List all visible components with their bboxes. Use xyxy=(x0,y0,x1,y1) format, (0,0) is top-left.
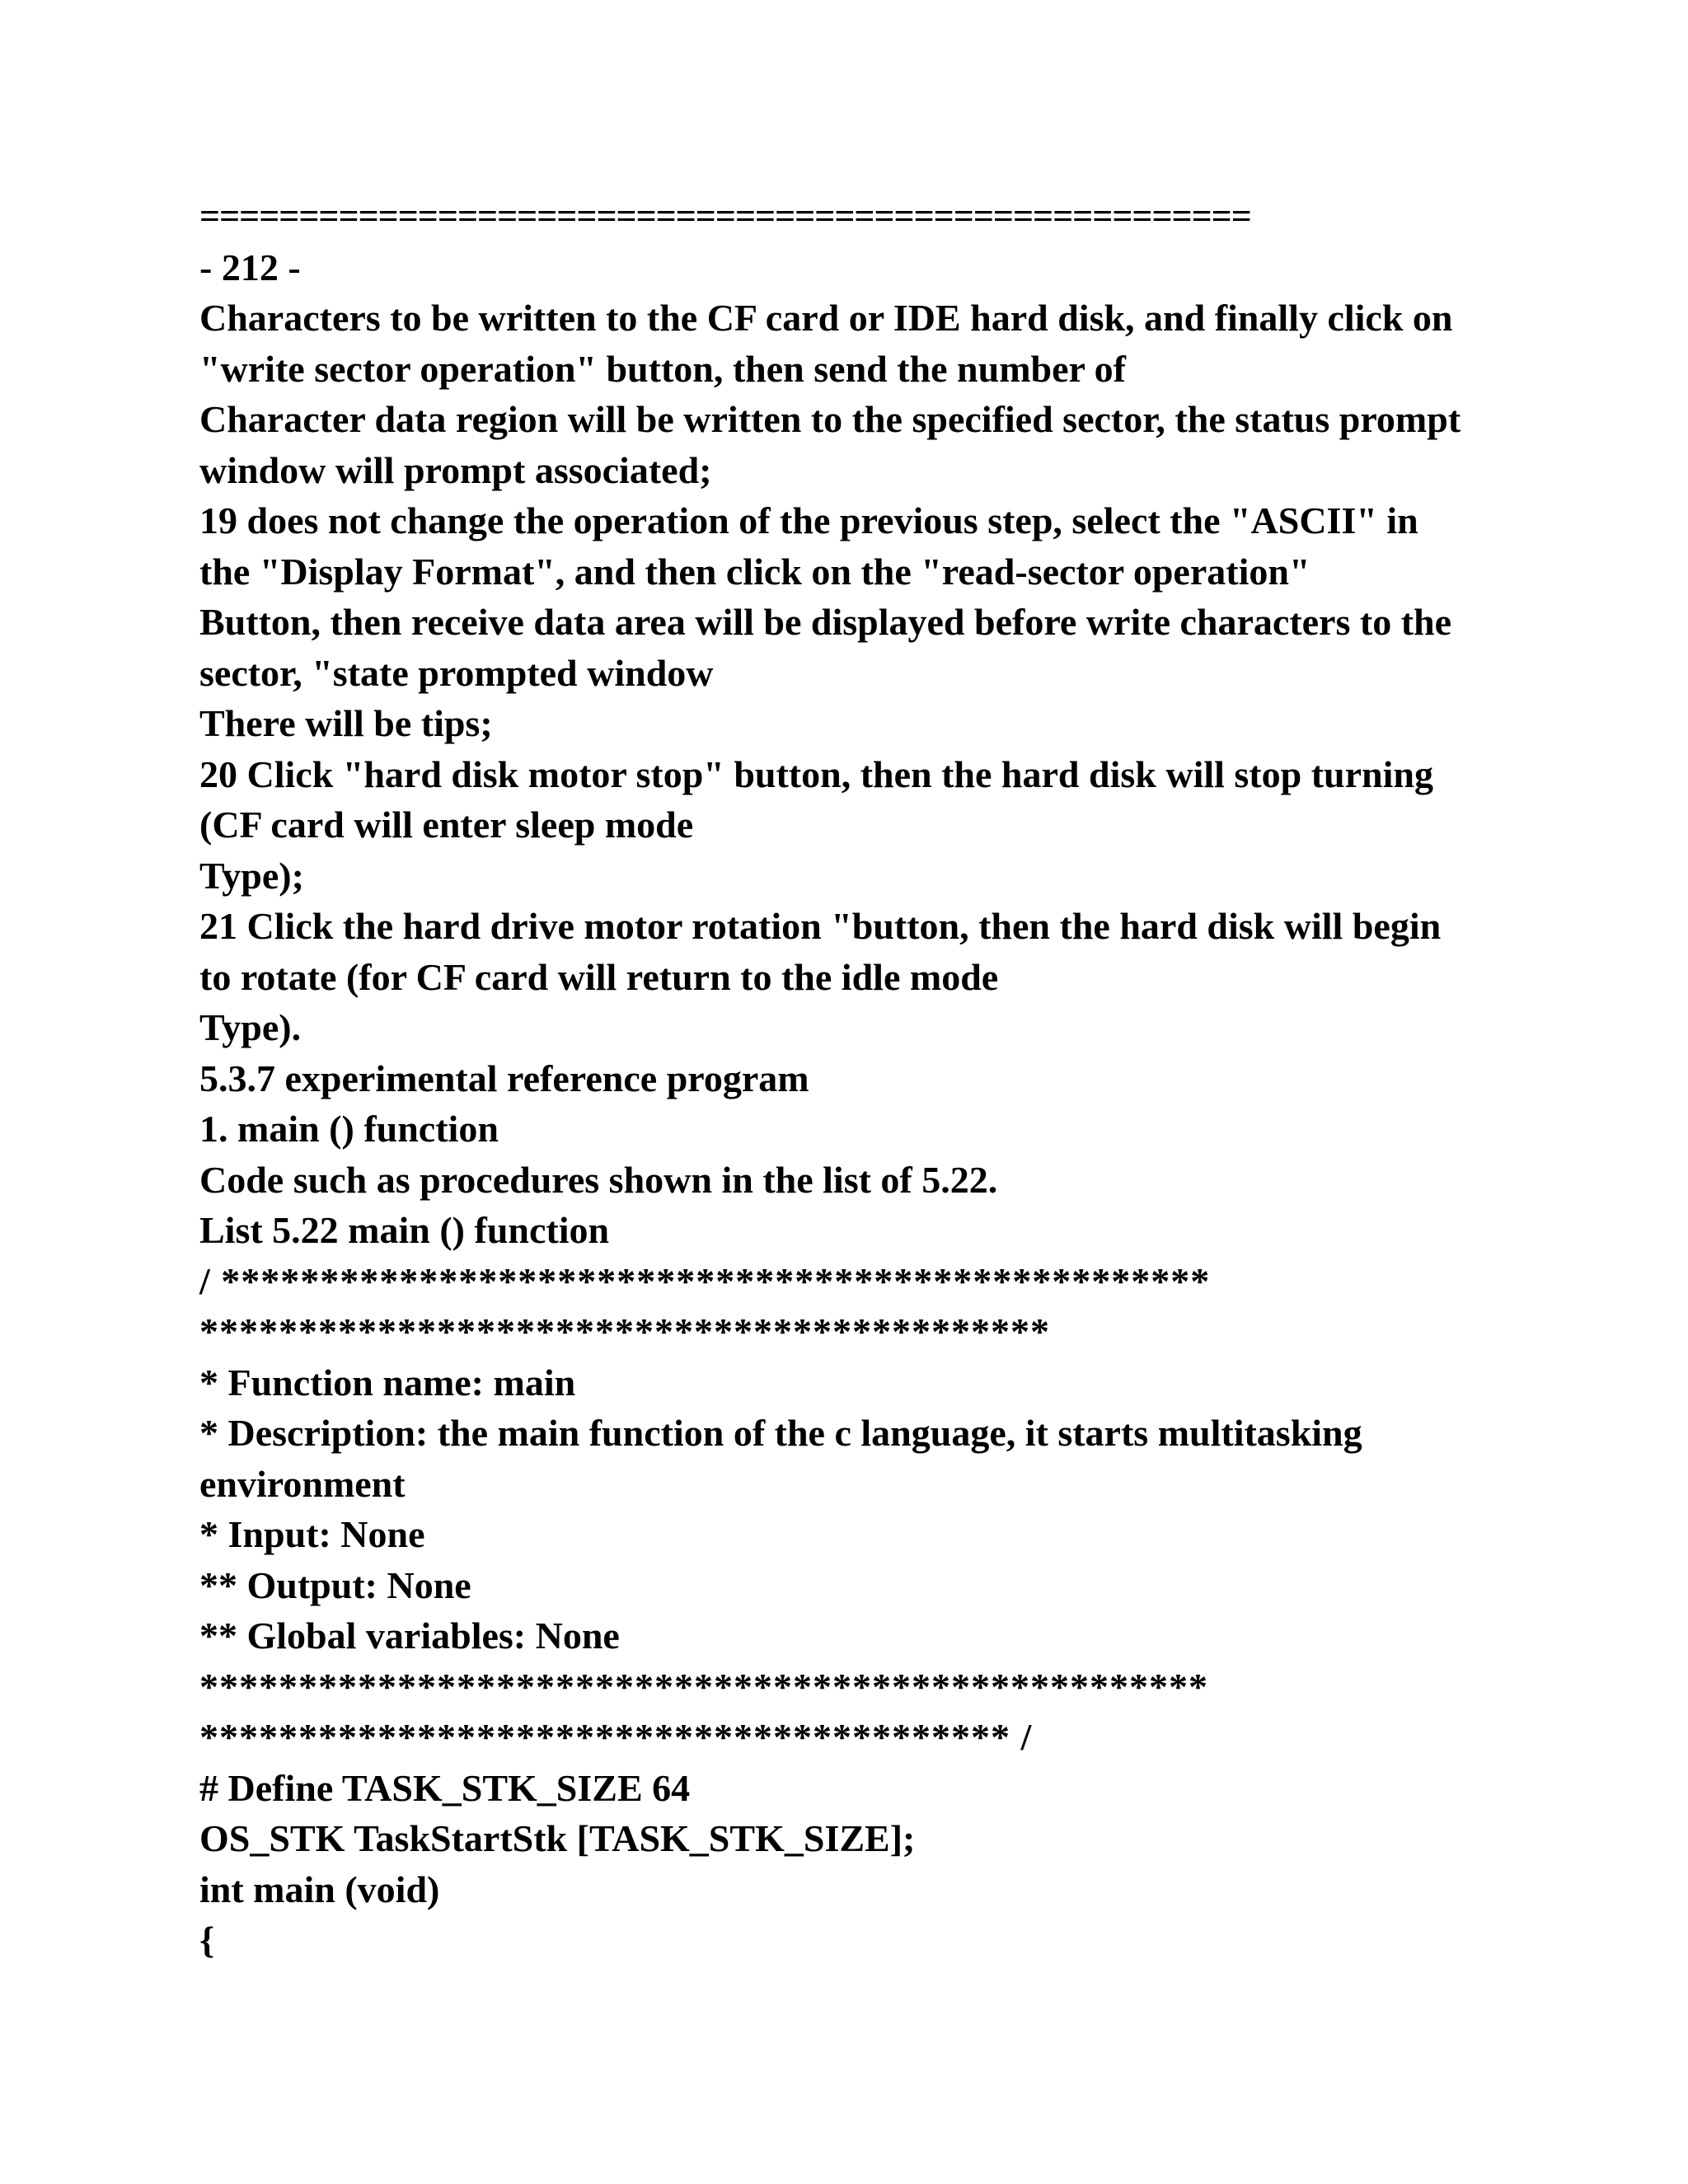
body-line: sector, "state prompted window xyxy=(199,651,714,694)
code-comment-line: ******************************************* xyxy=(199,1310,1050,1352)
code-comment-line: environment xyxy=(199,1462,406,1505)
body-line: Type); xyxy=(199,854,304,897)
body-line: Code such as procedures shown in the list of 5.22. xyxy=(199,1158,998,1201)
body-line: Characters to be written to the CF card or IDE hard disk, and finally click on xyxy=(199,297,1453,339)
body-line: 20 Click "hard disk motor stop" button, then the hard disk will stop turning xyxy=(199,752,1433,795)
body-line: (CF card will enter sleep mode xyxy=(199,804,694,846)
body-line: to rotate (for CF card will return to the idle mode xyxy=(199,955,999,998)
body-line: Character data region will be written to the specified sector, the status prompt xyxy=(199,398,1461,440)
body-line: 21 Click the hard drive motor rotation "button, then the hard disk will begin xyxy=(199,905,1442,947)
code-comment-line: ** Global variables: None xyxy=(199,1615,620,1657)
code-comment-line: * Input: None xyxy=(199,1513,425,1555)
body-line: Button, then receive data area will be displayed before write characters to the xyxy=(199,601,1452,643)
code-comment-line: * Function name: main xyxy=(199,1361,576,1404)
code-comment-line: * Description: the main function of the c language, it starts multitasking xyxy=(199,1412,1362,1454)
page-number: - 212 - xyxy=(199,246,301,288)
body-line: There will be tips; xyxy=(199,702,493,744)
code-comment-line: *************************************************** xyxy=(199,1665,1208,1708)
code-comment-line: ** Output: None xyxy=(199,1563,471,1606)
body-line: "write sector operation" button, then send the number of xyxy=(199,347,1126,390)
subsection-heading: 1. main () function xyxy=(199,1108,499,1150)
body-line: the "Display Format", and then click on the "read-sector operation" xyxy=(199,550,1311,593)
listing-caption: List 5.22 main () function xyxy=(199,1209,610,1251)
code-line: OS_STK TaskStartStk [TASK_STK_SIZE]; xyxy=(199,1817,916,1859)
code-line: int main (void) xyxy=(199,1868,440,1910)
code-comment-line: / ************************************************** xyxy=(199,1259,1211,1302)
code-line: { xyxy=(199,1919,215,1961)
separator-rule: ===================================================== xyxy=(199,196,1251,237)
body-line: 19 does not change the operation of the previous step, select the "ASCII" in xyxy=(199,499,1418,541)
code-line: # Define TASK_STK_SIZE 64 xyxy=(199,1766,691,1809)
body-line: window will prompt associated; xyxy=(199,448,712,491)
code-comment-line: ***************************************** / xyxy=(199,1716,1033,1758)
body-line: Type). xyxy=(199,1006,302,1048)
document-body xyxy=(199,191,1551,1966)
section-heading: 5.3.7 experimental reference program xyxy=(199,1057,809,1099)
